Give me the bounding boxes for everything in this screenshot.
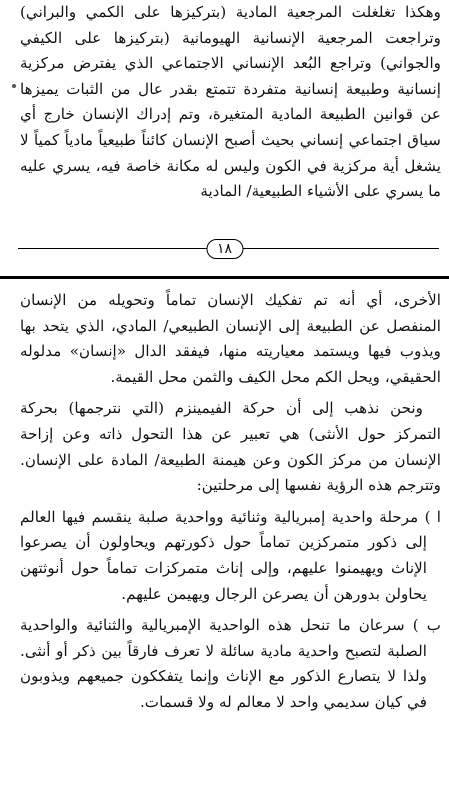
list-item-stage-one: ا ) مرحلة واحدية إمبريالية وثنائية وواحدية صلبة ينقسم فيها العالم إلى ذكور متمركزين تماماً حول ذكورتهم ويحاولون أن يصرعوا الإناث ويهيمنوا عليهم، وإلى إناث متمركزات تماماً حول أنوثتهن يحاولن بدورهن أن يصرعن الرجال ويهيمن عليهم. (20, 507, 441, 603)
page-number: ١٨ (206, 239, 243, 259)
paragraph-continuation: الأخرى، أي أنه تم تفكيك الإنسان تماماً وتحويله من الإنسان المنفصل عن الطبيعة إلى الإنسان الطبيعي/ المادي، الذي يتحد بها ويذوب فيها ويستمد معياريته منها، فيفقد الدال «إنسان» مدلوله الحقيقي، ويحل الكم محل الكيف والثمن محل القيمة. (20, 291, 441, 386)
top-text-block (0, 0, 449, 205)
bottom-text-block (0, 288, 449, 716)
page-divider (0, 276, 449, 279)
list-item-stage-two: ب ) سرعان ما تنحل هذه الواحدية الإمبريالية والثنائية والواحدية الصلبة لتصبح واحدية مادية سائلة لا تعرف فارقاً بين ذكر أو أنثى. ولذا لا يتصارع الذكور مع الإناث وإنما يتفككون جميعهم ويذوبون في كيان سديمي واحد لا معالم له ولا قسمات. (20, 616, 441, 711)
paragraph-feminism: ونحن نذهب إلى أن حركة الفيمينزم (التي نترجمها) بحركة التمركز حول الأنثى) هي تعبير عن هذا التحول ذاته وعن إزاحة الإنسان من مركز الكون وعن هيمنة الطبيعة/ المادة على الإنسان. وتترجم هذه الرؤية نفسها إلى مرحلتين: (20, 399, 441, 495)
top-paragraph: وهكذا تغلغلت المرجعية المادية (بتركيزها على الكمي والبراني) وتراجعت المرجعية الإنسانية الهيومانية (بتركيزها على الكيفي والجواني) وتراجع البُعد الإنساني الاجتماعي الذي يفترض مركزية إنسانية وطبيعة إنسانية متفردة تتمتع بقدر عال من الثبات يميزها عن قوانين الطبيعة المادية المتغيرة، وتم إدراك الإنسان خارج أي سياق اجتماعي إنساني بحيث أصبح الإنسان كائناً طبيعياً مادياً كمياً لا يشغل أية مركزية في الكون وليس له مكانة خاصة فيه، يسري عليه ما يسري على الأشياء الطبيعية/ المادية (20, 3, 441, 201)
bottom-page (0, 288, 449, 800)
top-page (0, 0, 449, 270)
margin-dot (12, 84, 16, 88)
